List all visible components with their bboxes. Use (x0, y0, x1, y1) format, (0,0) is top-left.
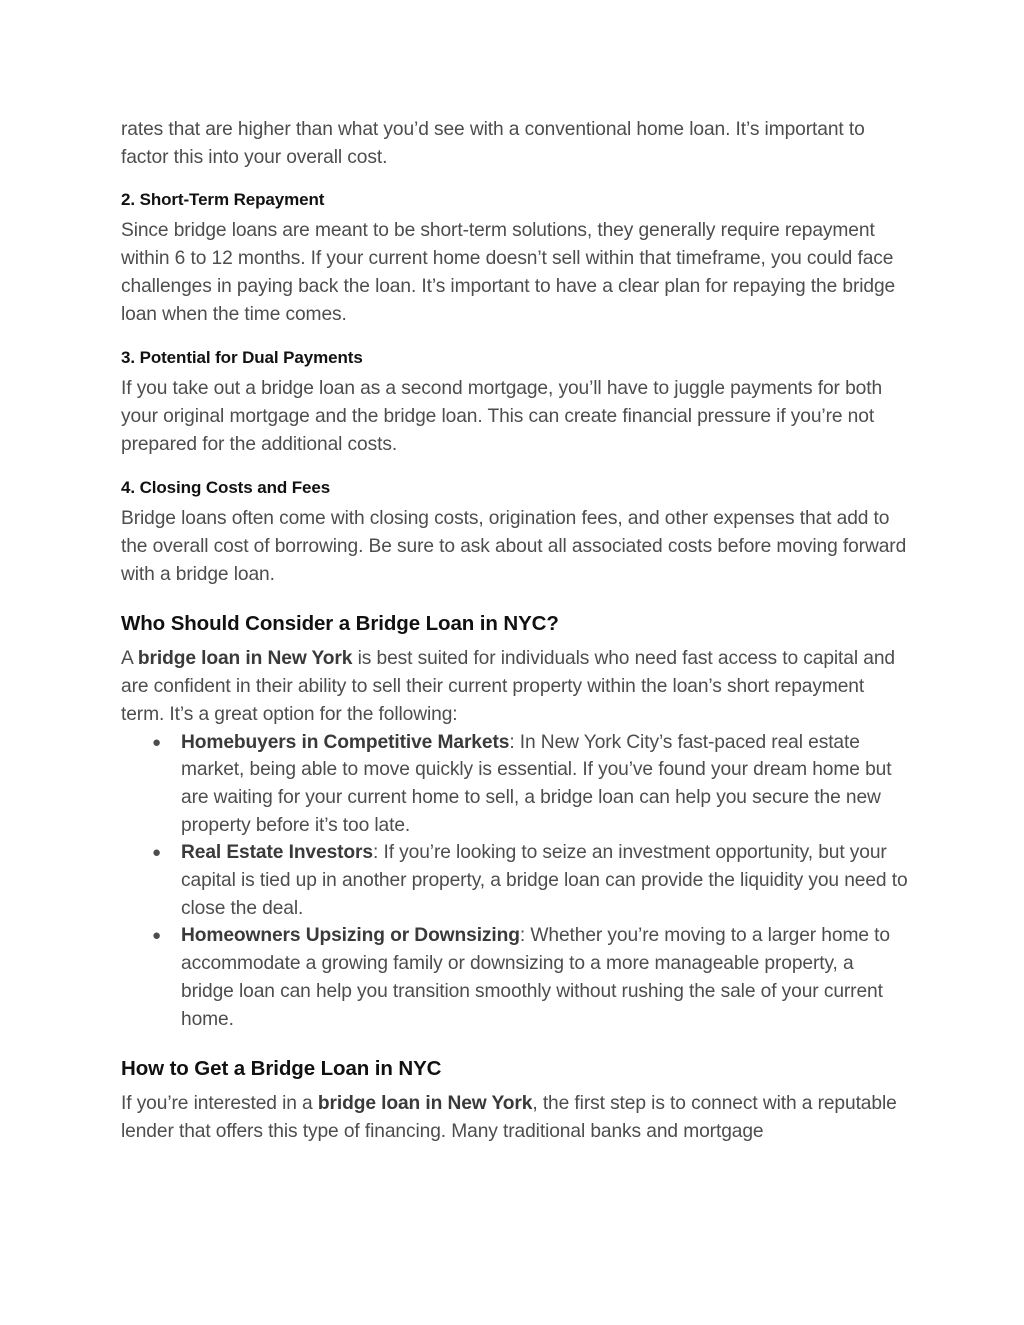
who-intro-pre: A (121, 648, 138, 670)
list-item-label: Real Estate Investors (181, 842, 373, 864)
list-item-label: Homebuyers in Competitive Markets (181, 731, 510, 753)
how-section-paragraph (121, 1090, 911, 1145)
list-item-label: Homeowners Upsizing or Downsizing (181, 925, 520, 947)
how-bold: bridge loan in New York (317, 1093, 533, 1115)
list-item (121, 922, 911, 1033)
list-item (121, 839, 911, 922)
risk-heading-short-term: 2. Short-Term Repayment (121, 190, 325, 210)
list-item (121, 729, 911, 840)
risk-heading-dual-payments: 3. Potential for Dual Payments (121, 348, 363, 368)
who-section-intro (121, 645, 911, 728)
risk-heading-closing-costs: 4. Closing Costs and Fees (121, 478, 331, 498)
list-item-text: : Whether you’re moving to a larger home to accommodate a growing family or downsizing to a more manageable property, a bridge loan can help you transition smoothly without rushing the sale of your current home. (181, 925, 890, 1030)
risk-body-dual-payments: If you take out a bridge loan as a second mortgage, you’ll have to juggle payments for both your original mortgage and the bridge loan. This can create financial pressure if you’re not prepared for the additional costs. (121, 378, 883, 455)
risk-body-short-term: Since bridge loans are meant to be short-term solutions, they generally require repayment within 6 to 12 months. If your current home doesn’t sell within that timeframe, you could face challenges in paying back the loan. It’s important to have a clear plan for repaying the bridge loan when the time comes. (121, 220, 896, 325)
how-post: , the first step is to connect with a reputable lender that offers this type of financing. Many traditional banks and mortgage (121, 1093, 897, 1142)
list-item-text: : If you’re looking to seize an investment opportunity, but your capital is tied up in another property, a bridge loan can provide the liquidity you need to close the deal. (181, 842, 908, 919)
intro-paragraph: rates that are higher than what you’d see with a conventional home loan. It’s important to factor this into your overall cost. (121, 119, 865, 168)
bullet-icon: ● (152, 927, 161, 945)
how-pre: If you’re interested in a (121, 1093, 318, 1115)
bullet-icon: ● (152, 844, 161, 862)
who-bullet-list (121, 729, 911, 1034)
risk-body-closing-costs: Bridge loans often come with closing costs, origination fees, and other expenses that add to the overall cost of borrowing. Be sure to ask about all associated costs before moving forward with a bridge loan. (121, 508, 907, 585)
list-item-text: : In New York City’s fast-paced real estate market, being able to move quickly is essential. If you’ve found your dream home but are waiting for your current home to sell, a bridge loan can help you secure the new property before it’s too late. (181, 731, 892, 836)
who-section-heading: Who Should Consider a Bridge Loan in NYC? (121, 612, 559, 636)
who-intro-post: is best suited for individuals who need fast access to capital and are confident in their ability to sell their current property within the loan’s short repayment term. It’s a great option for the following: (121, 648, 895, 725)
document-page (121, 116, 911, 1146)
bullet-icon: ● (152, 733, 161, 751)
how-section-heading: How to Get a Bridge Loan in NYC (121, 1057, 442, 1081)
who-intro-bold: bridge loan in New York (137, 648, 353, 670)
